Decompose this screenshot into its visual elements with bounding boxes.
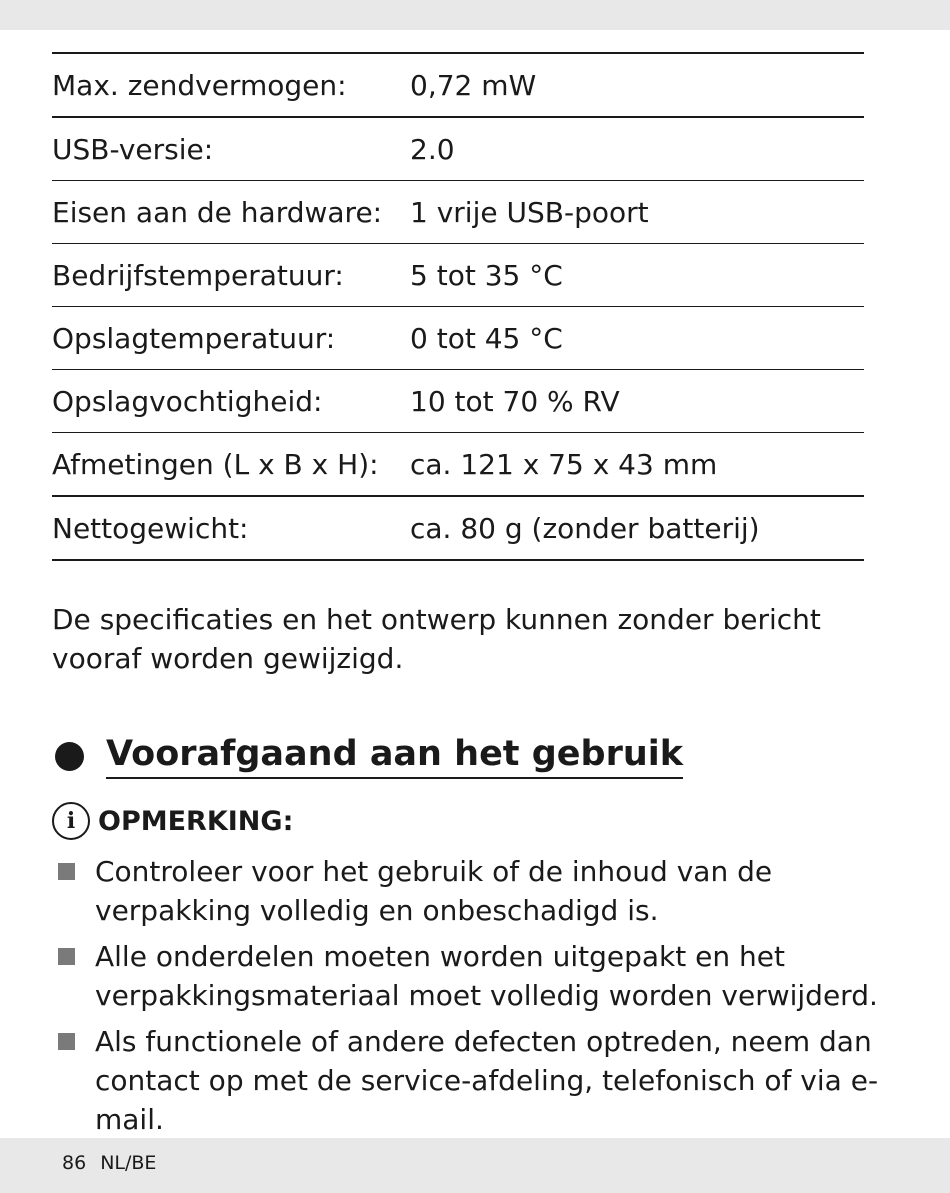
bullet-dot-icon bbox=[55, 742, 84, 771]
spec-value: 10 tot 70 % RV bbox=[410, 384, 620, 418]
spec-row bbox=[52, 497, 864, 561]
section-heading bbox=[55, 734, 683, 779]
list-item-text: Controleer voor het gebruik of de inhoud van de verpakking volledig en onbeschadigd is. bbox=[95, 855, 773, 927]
spec-label: Opslagvochtigheid: bbox=[52, 384, 323, 418]
spec-label: USB-versie: bbox=[52, 132, 214, 166]
section-title: Voorafgaand aan het gebruik bbox=[106, 734, 683, 779]
list-item bbox=[58, 937, 888, 1015]
language-code: NL/BE bbox=[100, 1152, 157, 1174]
spec-row bbox=[52, 307, 864, 370]
spec-value: ca. 80 g (zonder batterij) bbox=[410, 511, 760, 545]
square-bullet-icon bbox=[58, 863, 75, 880]
spec-label: Nettogewicht: bbox=[52, 511, 249, 545]
spec-label: Bedrijfstemperatuur: bbox=[52, 258, 344, 292]
list-item bbox=[58, 1022, 888, 1139]
spec-value: 1 vrije USB-poort bbox=[410, 195, 649, 229]
spec-row bbox=[52, 433, 864, 497]
specification-note: De specificaties en het ontwerp kunnen zonder bericht vooraf worden gewijzigd. bbox=[52, 603, 821, 675]
square-bullet-icon bbox=[58, 948, 75, 965]
instruction-list bbox=[58, 852, 888, 1146]
spec-value: 2.0 bbox=[410, 132, 455, 166]
spec-row bbox=[52, 54, 864, 118]
list-item-text: Alle onderdelen moeten worden uitgepakt en het verpakkingsmateriaal moet volledig worden verwijderd. bbox=[95, 940, 878, 1012]
spec-label: Max. zendvermogen: bbox=[52, 68, 347, 102]
list-item bbox=[58, 852, 888, 930]
remark-header bbox=[52, 802, 293, 840]
spec-value: 0,72 mW bbox=[410, 68, 537, 102]
spec-label: Eisen aan de hardware: bbox=[52, 195, 383, 229]
spec-value: 0 tot 45 °C bbox=[410, 321, 563, 355]
spec-label: Afmetingen (L x B x H): bbox=[52, 447, 379, 481]
list-item-text: Als functionele of andere defecten optreden, neem dan contact op met de service-afdeling, telefonisch of via e-mail. bbox=[95, 1025, 879, 1136]
spec-row bbox=[52, 370, 864, 433]
spec-row bbox=[52, 244, 864, 307]
info-icon: i bbox=[52, 802, 90, 840]
spec-value: 5 tot 35 °C bbox=[410, 258, 563, 292]
spec-row bbox=[52, 118, 864, 181]
square-bullet-icon bbox=[58, 1033, 75, 1050]
spec-table bbox=[52, 52, 864, 561]
page-number: 86 bbox=[62, 1152, 87, 1174]
spec-value: ca. 121 x 75 x 43 mm bbox=[410, 447, 718, 481]
top-band bbox=[0, 0, 950, 30]
spec-label: Opslagtemperatuur: bbox=[52, 321, 336, 355]
page-footer bbox=[62, 1152, 170, 1174]
remark-label: OPMERKING: bbox=[98, 805, 294, 837]
spec-row bbox=[52, 181, 864, 244]
